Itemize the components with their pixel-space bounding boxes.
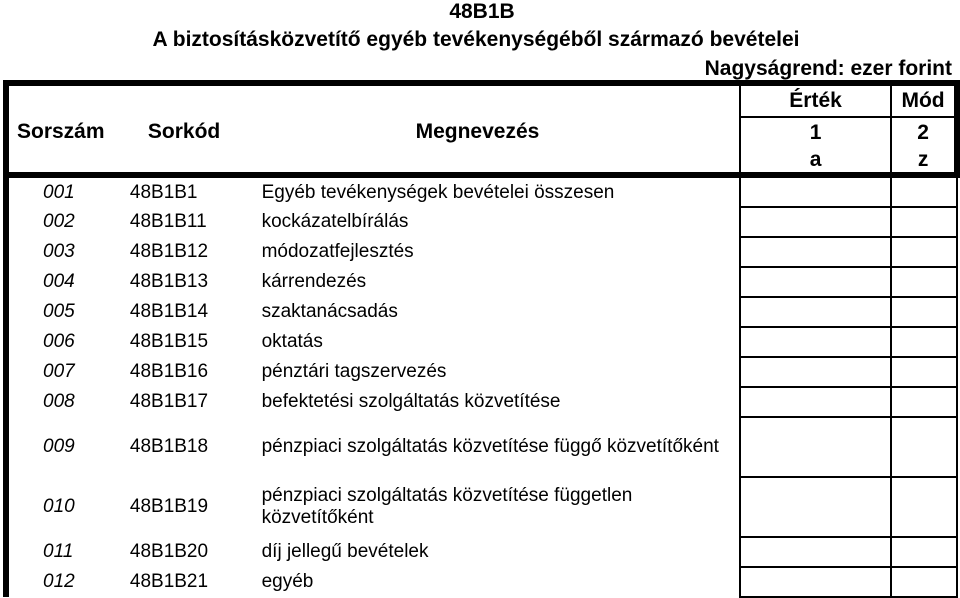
value-input-cell[interactable] <box>740 267 891 297</box>
row-name: szaktanácsadás <box>261 301 398 322</box>
table-row <box>6 175 957 207</box>
mod-input-cell[interactable] <box>891 237 957 267</box>
header-value-number: 1 <box>740 117 891 147</box>
row-serial: 012 <box>6 567 116 597</box>
value-input-cell[interactable] <box>740 237 891 267</box>
mod-input-cell[interactable] <box>891 567 957 597</box>
row-serial: 005 <box>6 297 116 327</box>
table-row <box>6 537 957 567</box>
row-serial: 006 <box>6 327 116 357</box>
row-name: kárrendezés <box>261 271 367 292</box>
table-row <box>6 297 957 327</box>
header-blank-serial-2 <box>6 147 116 175</box>
table-row <box>6 477 957 537</box>
row-name: Egyéb tevékenységek bevételei összesen <box>261 181 615 203</box>
row-name: pénzpiaci szolgáltatás közvetítése függő közvetítőként <box>261 436 719 457</box>
value-input-cell[interactable] <box>740 417 891 477</box>
header-mod-letter: z <box>891 147 957 175</box>
header-value: Érték <box>740 83 891 117</box>
row-code: 48B1B15 <box>129 331 209 352</box>
value-input-cell[interactable] <box>740 175 891 207</box>
unit-label: Nagyságrend: ezer forint <box>704 57 952 80</box>
row-name: díj jellegű bevételek <box>261 541 429 562</box>
row-serial: 002 <box>6 207 116 237</box>
value-input-cell[interactable] <box>740 207 891 237</box>
table-row <box>6 207 957 237</box>
table-row <box>6 267 957 297</box>
row-code: 48B1B17 <box>129 391 209 412</box>
header-blank-code <box>116 83 256 117</box>
data-table <box>3 80 960 598</box>
header-mod: Mód <box>891 83 957 117</box>
table-row <box>6 357 957 387</box>
value-input-cell[interactable] <box>740 357 891 387</box>
value-input-cell[interactable] <box>740 327 891 357</box>
mod-input-cell[interactable] <box>891 417 957 477</box>
row-name: kockázatelbírálás <box>261 211 409 232</box>
mod-input-cell[interactable] <box>891 267 957 297</box>
row-name: egyéb <box>261 571 314 592</box>
row-serial: 003 <box>6 237 116 267</box>
header-blank-name <box>256 83 740 117</box>
row-code: 48B1B14 <box>129 301 209 322</box>
row-code: 48B1B20 <box>129 541 209 562</box>
value-input-cell[interactable] <box>740 477 891 537</box>
row-name: befektetési szolgáltatás közvetítése <box>261 391 561 412</box>
row-code: 48B1B12 <box>129 241 209 262</box>
header-name: Megnevezés <box>415 120 540 143</box>
mod-input-cell[interactable] <box>891 477 957 537</box>
header-blank-code-2 <box>116 147 256 175</box>
header-mod-number: 2 <box>891 117 957 147</box>
row-serial: 004 <box>6 267 116 297</box>
row-code: 48B1B11 <box>129 211 207 232</box>
value-input-cell[interactable] <box>740 567 891 597</box>
form-code-title: 48B1B <box>449 0 515 23</box>
header-value-letter: a <box>740 147 891 175</box>
mod-input-cell[interactable] <box>891 175 957 207</box>
value-input-cell[interactable] <box>740 537 891 567</box>
mod-input-cell[interactable] <box>891 207 957 237</box>
row-code: 48B1B18 <box>129 436 209 457</box>
table-row <box>6 387 957 417</box>
header-serial: Sorszám <box>6 117 116 147</box>
header-code: Sorkód <box>147 120 221 143</box>
mod-input-cell[interactable] <box>891 537 957 567</box>
mod-input-cell[interactable] <box>891 327 957 357</box>
row-serial: 007 <box>6 357 116 387</box>
row-serial: 009 <box>6 417 116 477</box>
mod-input-cell[interactable] <box>891 387 957 417</box>
row-code: 48B1B16 <box>129 361 209 382</box>
value-input-cell[interactable] <box>740 297 891 327</box>
header-blank-serial <box>6 83 116 117</box>
row-code: 48B1B1 <box>129 181 198 203</box>
table-row <box>6 327 957 357</box>
value-input-cell[interactable] <box>740 387 891 417</box>
row-name: pénztári tagszervezés <box>261 361 447 382</box>
mod-input-cell[interactable] <box>891 297 957 327</box>
table-row <box>6 567 957 597</box>
row-serial: 011 <box>6 537 116 567</box>
table-row <box>6 237 957 267</box>
mod-input-cell[interactable] <box>891 357 957 387</box>
row-serial: 008 <box>6 387 116 417</box>
table-row <box>6 417 957 477</box>
row-code: 48B1B21 <box>129 571 209 592</box>
row-serial: 001 <box>6 175 116 207</box>
row-name: oktatás <box>261 331 323 352</box>
row-code: 48B1B13 <box>129 271 209 292</box>
row-serial: 010 <box>6 477 116 537</box>
header-blank-name-2 <box>256 147 740 175</box>
row-name: pénzpiaci szolgáltatás közvetítése független közvetítőként <box>261 485 633 528</box>
form-title: A biztosításközvetítő egyéb tevékenységéből származó bevételei <box>152 28 800 51</box>
row-name: módozatfejlesztés <box>261 241 414 262</box>
row-code: 48B1B19 <box>129 496 209 517</box>
